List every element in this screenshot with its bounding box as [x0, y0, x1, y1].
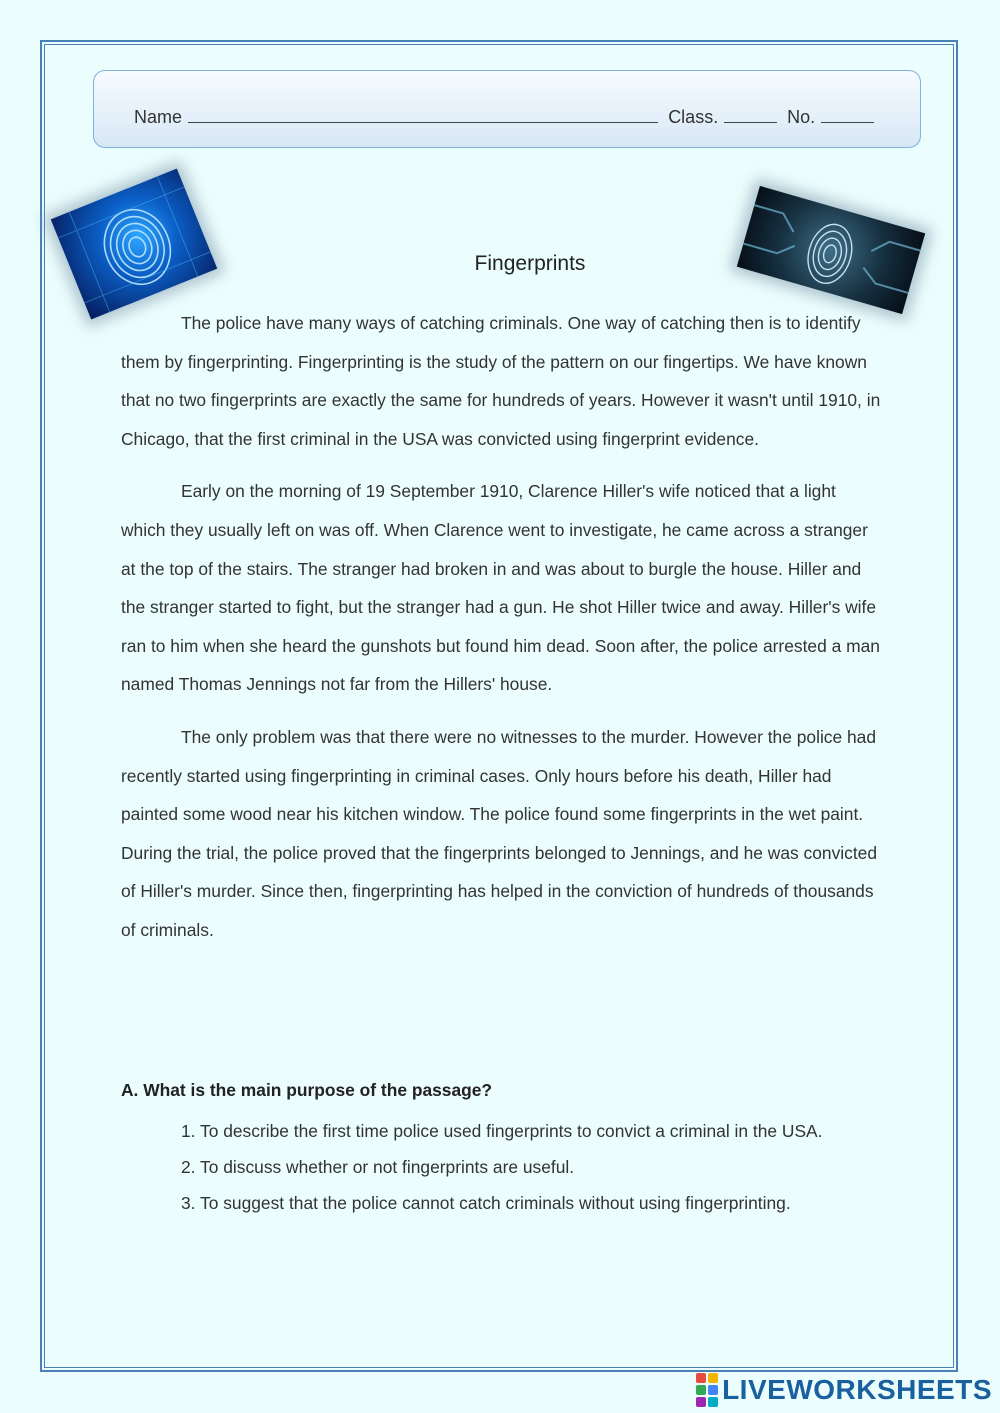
name-field[interactable]: [188, 108, 658, 123]
question-title: A. What is the main purpose of the passage?: [121, 1080, 493, 1100]
reading-passage: [121, 304, 883, 964]
answer-option-3[interactable]: 3. To suggest that the police cannot catch criminals without using fingerprinting.: [181, 1193, 791, 1213]
brand-name: LIVEWORKSHEETS: [722, 1374, 992, 1405]
number-field[interactable]: [821, 108, 874, 123]
answer-option-2[interactable]: 2. To discuss whether or not fingerprints are useful.: [181, 1157, 575, 1177]
passage-title: Fingerprints: [474, 252, 586, 275]
class-label: Class.: [668, 107, 719, 127]
passage-paragraph: The police have many ways of catching criminals. One way of catching then is to identify them by fingerprinting. Fingerprinting is the study of the pattern on our fingertips. We have known that no two fingerprints are exactly the same for hundreds of years. However it wasn't until 1910, in Chicago, that the first criminal in the USA was convicted using fingerprint evidence.: [121, 313, 881, 449]
number-label: No.: [787, 107, 816, 127]
name-label: Name: [134, 107, 183, 127]
student-info-line: [134, 107, 884, 128]
passage-paragraph: The only problem was that there were no witnesses to the murder. However the police had recently started using fingerprinting in criminal cases. Only hours before his death, Hiller had painted some wood near his kitchen window. The police found some fingerprints in the wet paint. During the trial, the police proved that the fingerprints belonged to Jennings, and he was convicted of Hiller's murder. Since then, fingerprinting has helped in the conviction of hundreds of thousands of criminals.: [121, 726, 878, 940]
liveworksheets-watermark: [696, 1373, 992, 1407]
student-info-box: [93, 70, 921, 148]
answer-option-1[interactable]: 1. To describe the first time police used fingerprints to convict a criminal in the USA.: [181, 1121, 823, 1141]
liveworksheets-logo-icon: [696, 1373, 718, 1407]
class-field[interactable]: [724, 108, 777, 123]
question-a: [121, 1080, 901, 1221]
passage-paragraph: Early on the morning of 19 September 1910, Clarence Hiller's wife noticed that a light which they usually left on was off. When Clarence went to investigate, he came across a stranger at the top of the stairs. The stranger had broken in and was about to burgle the house. Hiller and the stranger started to fight, but the stranger had a gun. He shot Hiller twice and away. Hiller's wife ran to him when she heard the gunshots but found him dead. Soon after, the police arrested a man named Thomas Jennings not far from the Hillers' house.: [121, 481, 880, 695]
